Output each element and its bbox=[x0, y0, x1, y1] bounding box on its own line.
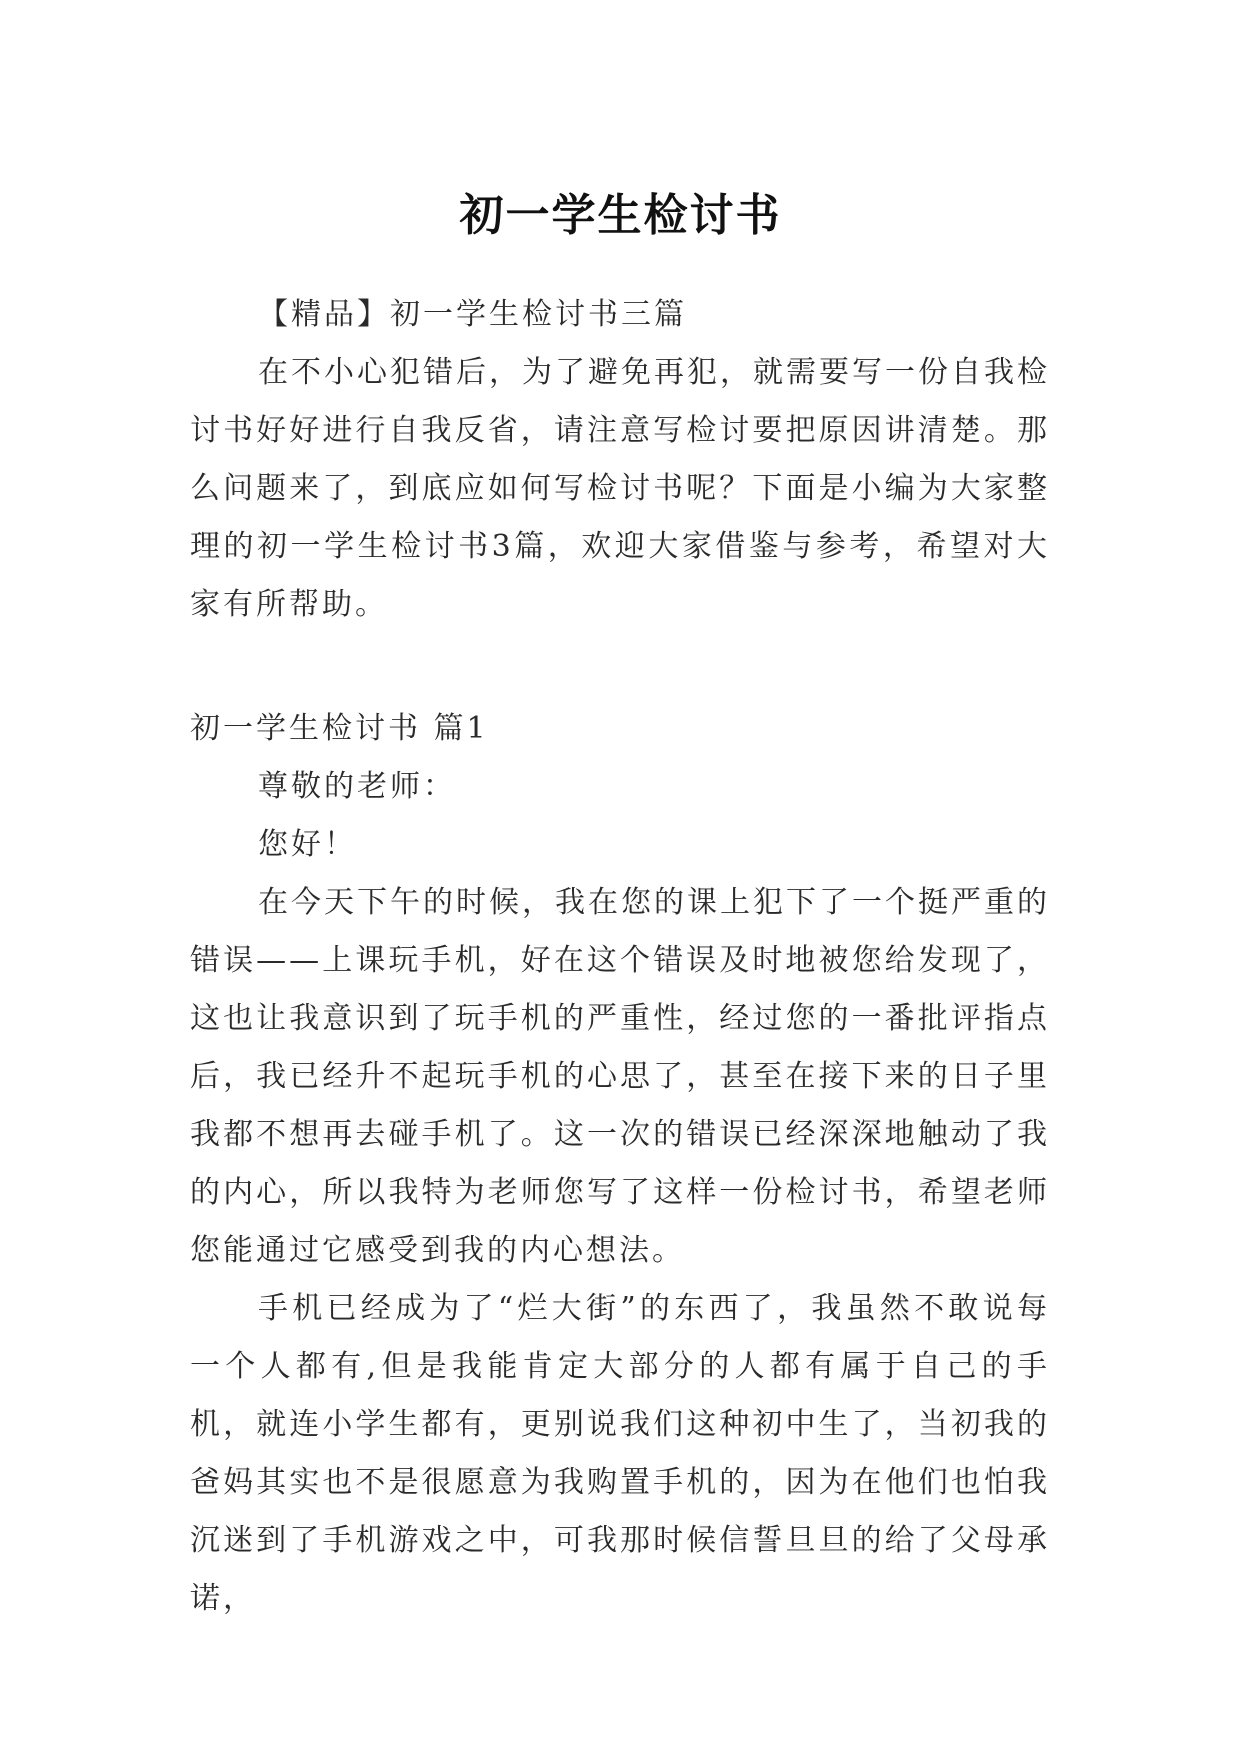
intro-block bbox=[190, 286, 1050, 634]
section-1 bbox=[190, 700, 1050, 1628]
body-paragraph: 手机已经成为了“烂大街”的东西了，我虽然不敢说每一个人都有,但是我能肯定大部分的人都有属于自己的手机，就连小学生都有，更别说我们这种初中生了，当初我的爸妈其实也不是很愿意为我购置手机的，因为在他们也怕我沉迷到了手机游戏之中，可我那时候信誓旦旦的给了父母承诺， bbox=[190, 1291, 1050, 1616]
body-paragraph: 在今天下午的时候，我在您的课上犯下了一个挺严重的错误——上课玩手机，好在这个错误及时地被您给发现了，这也让我意识到了玩手机的严重性，经过您的一番批评指点后，我已经升不起玩手机的心思了，甚至在接下来的日子里我都不想再去碰手机了。这一次的错误已经深深地触动了我的内心，所以我特为老师您写了这样一份检讨书，希望老师您能通过它感受到我的内心想法。 bbox=[190, 885, 1050, 1268]
intro-paragraph: 在不小心犯错后，为了避免再犯，就需要写一份自我检讨书好好进行自我反省，请注意写检讨要把原因讲清楚。那么问题来了，到底应如何写检讨书呢？下面是小编为大家整理的初一学生检讨书3篇，欢迎大家借鉴与参考，希望对大家有所帮助。 bbox=[190, 355, 1050, 622]
subtitle: 【精品】初一学生检讨书三篇 bbox=[258, 297, 687, 332]
section-heading: 初一学生检讨书 篇1 bbox=[190, 711, 489, 746]
document-title: 初一学生检讨书 bbox=[459, 190, 782, 242]
salutation: 尊敬的老师： bbox=[258, 769, 456, 804]
greeting: 您好！ bbox=[258, 827, 357, 862]
